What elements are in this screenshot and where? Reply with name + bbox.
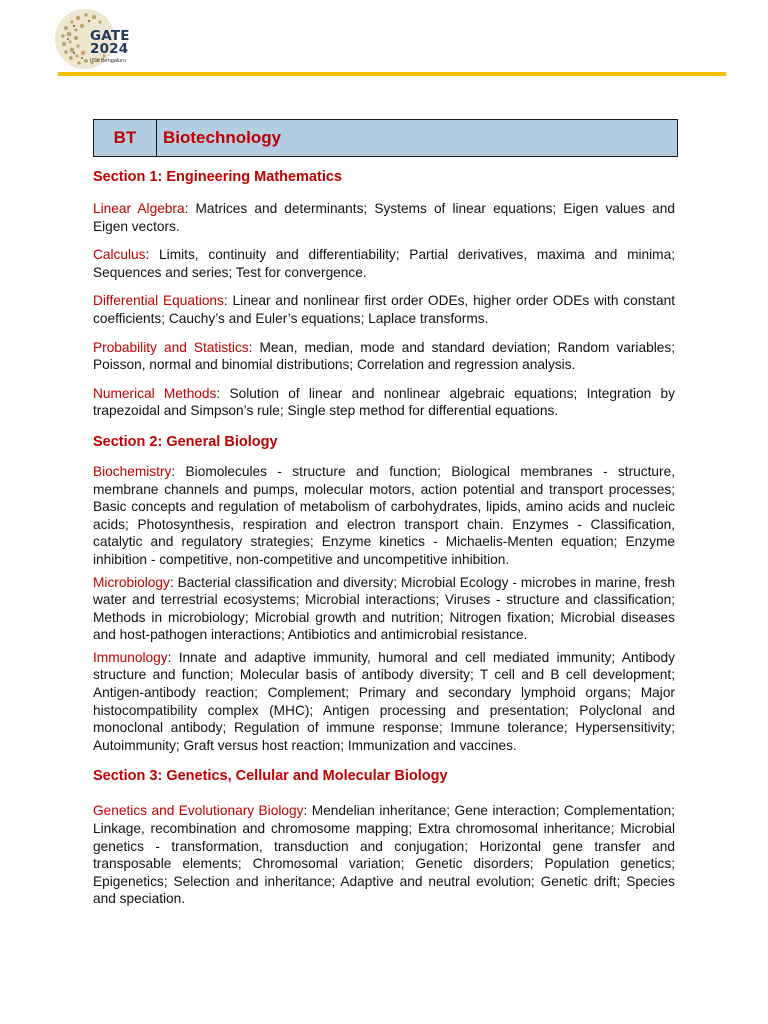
topic-text: : Innate and adaptive immunity, humoral and cell mediated immunity; Antibody structure and function; Molecular basis of antibody diversity; T cell and B cell development; Antigen-antibody reaction; Complement; Primary and secondary lymphoid organs; Major histocompatibility complex (MHC); Antigen processing and presentation; Polyclonal and monoclonal antibody; Regulation of immune response; Immune tolerance; Hypersensitivity; Autoimmunity; Graft versus host reaction; Immunization and vaccines. [93,649,675,753]
topic-paragraph [93,574,675,644]
logo-subtitle: IISc Bengaluru [90,58,127,64]
topic-text: : Limits, continuity and differentiability; Partial derivatives, maxima and minima; Sequences and series; Test for convergence. [93,247,675,280]
gate-logo [52,6,152,72]
topic-paragraph [93,802,675,908]
topic-paragraph [93,200,675,235]
topic-term: Immunology [93,649,168,665]
topic-text: : Linear and nonlinear first order ODEs, higher order ODEs with constant coefficients; Cauchy’s and Euler’s equations; Laplace transforms. [93,293,676,326]
topic-paragraph [93,339,675,374]
logo-title [90,30,130,56]
topic-term: Genetics and Evolutionary Biology [93,803,304,819]
topic-term: Microbiology [93,574,170,590]
topic-term: Biochemistry [93,463,172,479]
syllabus-content [93,167,675,908]
topic-text: : Biomolecules - structure and function; Biological membranes - structure, membrane channels and pumps, molecular motors, action potential and transport processes; Basic concepts and regulation of metabolism of carbohydrates, lipids, amino acids and nucleic acids; Photosynthesis, respiration and electron transport chain. Enzymes - Classification, catalytic and regulatory strategies; Enzyme kinetics - Michaelis-Menten equation; Enzyme inhibition - competitive, non-competitive and uncompetitive inhibition. [93,463,675,567]
topic-paragraph [93,649,675,755]
subject-code-box [93,119,678,157]
topic-text: : Matrices and determinants; Systems of linear equations; Eigen values and Eigen vectors. [93,201,675,234]
topic-paragraph [93,246,675,281]
topic-paragraph [93,292,675,327]
topic-paragraph [93,385,675,420]
topic-term: Numerical Methods [93,385,217,401]
topic-text: : Bacterial classification and diversity; Microbial Ecology - microbes in marine, fresh water and terrestrial ecosystems; Microbial interactions; Viruses - structure and classification; Methods in microbiology; Microbial growth and nutrition; Nitrogen fixation; Microbial diseases and host-pathogen interactions; Antibiotics and antimicrobial resistance. [93,574,675,643]
topic-text: : Mendelian inheritance; Gene interaction; Complementation; Linkage, recombination and chromosome mapping; Extra chromosomal inheritance; Microbial genetics - transformation, transduction and conjugation; Horizontal gene transfer and transposable elements; Chromosomal variation; Genetic disorders; Population genetics; Epigenetics; Selection and inheritance; Adaptive and neutral evolution; Genetic drift; Species and speciation. [93,803,675,907]
topic-term: Probability and Statistics [93,339,249,355]
logo-title-year: 2024 [90,41,129,57]
header-divider [58,72,726,76]
topic-text: : Mean, median, mode and standard deviation; Random variables; Poisson, normal and binomial distributions; Correlation and regression analysis. [93,339,675,373]
subject-code: BT [94,120,157,156]
page-header [0,0,768,80]
topic-term: Linear Algebra [93,201,185,216]
section-heading: Section 3: Genetics, Cellular and Molecular Biology [93,768,448,785]
subject-name: Biotechnology [163,128,282,147]
section-heading: Section 1: Engineering Mathematics [93,169,342,185]
logo-title-gate: GATE [90,28,130,44]
section-heading: Section 2: General Biology [93,433,278,450]
topic-paragraph [93,463,675,569]
topic-text: : Solution of linear and nonlinear algebraic equations; Integration by trapezoidal and Simpson’s rule; Single step method for differential equations. [93,385,675,419]
topic-term: Calculus [93,247,146,263]
topic-term: Differential Equations [93,293,224,309]
